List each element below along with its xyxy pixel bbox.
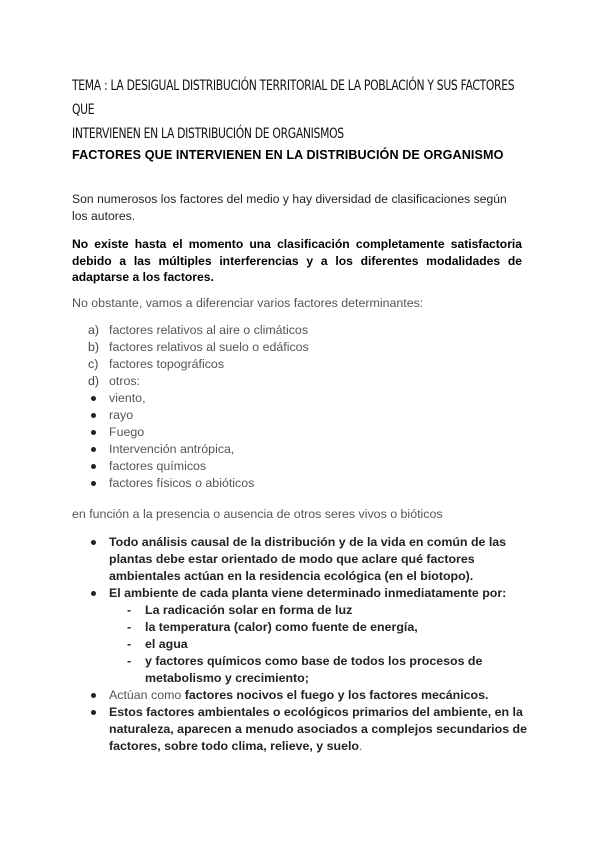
- bullet-icon: [91, 693, 96, 698]
- list-item-text: otros:: [109, 374, 140, 388]
- list-marker: b): [88, 340, 100, 354]
- sub-item-text: La radicación solar en forma de luz: [145, 603, 353, 617]
- list-item: [88, 356, 309, 373]
- bullet-icon: [91, 447, 96, 452]
- lead-sentence: No obstante, vamos a diferenciar varios factores determinantes:: [72, 296, 424, 310]
- list-item-text: rayo: [109, 408, 134, 422]
- sub-list-item: [127, 653, 528, 687]
- sub-list-item: [127, 619, 528, 636]
- bullet-icon: [91, 591, 96, 596]
- list-marker: c): [88, 357, 99, 371]
- bullet-icon: [91, 413, 96, 418]
- sub-list-item: [127, 602, 528, 619]
- list-item: [88, 475, 309, 492]
- list-item-text: factores físicos o abióticos: [109, 476, 255, 490]
- list-item: [88, 704, 528, 755]
- bold-paragraph: No existe hasta el momento una clasificación completamente satisfactoria debido a las múltiples interferencias y a los diferentes modalidades de adaptarse a los factores.: [72, 237, 522, 284]
- bullet-icon: [91, 464, 96, 469]
- title-line-1: TEMA : LA DESIGUAL DISTRIBUCIÓN TERRITORIAL DE LA POBLACIÓN Y SUS FACTORES QUE: [72, 78, 515, 118]
- list-item-text: factores relativos al suelo o edáficos: [109, 340, 309, 354]
- bullet-icon: [91, 430, 96, 435]
- point-text: Todo análisis causal de la distribución y de la vida en común de las plantas debe estar orientado de modo que aclare qué factores ambientales actúan en la residencia ecológica (en el biotopo).: [109, 535, 507, 583]
- list-item: [88, 534, 528, 585]
- dash-marker: -: [127, 620, 132, 634]
- point-text-bold: factores nocivos el fuego y los factores mecánicos.: [184, 688, 489, 702]
- point-text-end: .: [358, 739, 363, 753]
- list-item: [88, 322, 309, 339]
- dash-marker: -: [127, 637, 132, 651]
- section-heading: FACTORES QUE INTERVIENEN EN LA DISTRIBUCIÓN DE ORGANISMO: [72, 148, 504, 162]
- list-item: [88, 687, 528, 704]
- bullet-icon: [91, 710, 96, 715]
- sub-item-text: la temperatura (calor) como fuente de energía,: [145, 620, 418, 634]
- bullet-icon: [91, 396, 96, 401]
- list-item-text: Fuego: [109, 425, 145, 439]
- sub-item-text: y factores químicos como base de todos los procesos de metabolismo y crecimiento;: [145, 654, 483, 685]
- list-item: [88, 407, 309, 424]
- list-item: [88, 339, 309, 356]
- sub-list: [109, 602, 528, 687]
- sub-list-item: [127, 636, 528, 653]
- document-title: [72, 74, 528, 146]
- list-marker: a): [88, 323, 100, 337]
- list-item: [88, 585, 528, 687]
- sub-item-text: el agua: [145, 637, 188, 651]
- bullet-icon: [91, 540, 96, 545]
- intro-paragraph: Son numerosos los factores del medio y hay diversidad de clasificaciones según los autores.: [72, 192, 507, 223]
- list-item: [88, 373, 309, 390]
- point-text-light: Actúan como: [109, 688, 185, 702]
- point-text-bold: Estos factores ambientales o ecológicos primarios del ambiente, en la naturaleza, aparecen a menudo asociados a complejos secundarios de factores, sobre todo clima, relieve, y suelo: [109, 705, 527, 753]
- bullet-icon: [91, 481, 96, 486]
- list-item-text: factores químicos: [109, 459, 207, 473]
- list-item-text: viento,: [109, 391, 146, 405]
- list-item-text: Intervención antrópica,: [109, 442, 235, 456]
- key-points-list: [88, 534, 528, 755]
- list-marker: d): [88, 374, 100, 388]
- list-item: [88, 424, 309, 441]
- after-list-sentence: en función a la presencia o ausencia de otros seres vivos o bióticos: [72, 507, 443, 521]
- list-item: [88, 458, 309, 475]
- list-item-text: factores relativos al aire o climáticos: [109, 323, 309, 337]
- dash-marker: -: [127, 603, 132, 617]
- dash-marker: -: [127, 654, 132, 668]
- title-line-2: INTERVIENEN EN LA DISTRIBUCIÓN DE ORGANISMOS: [72, 126, 344, 142]
- point-text: El ambiente de cada planta viene determinado inmediatamente por:: [109, 586, 507, 600]
- list-item: [88, 390, 309, 407]
- factors-list: [88, 322, 309, 492]
- list-item-text: factores topográficos: [109, 357, 225, 371]
- list-item: [88, 441, 309, 458]
